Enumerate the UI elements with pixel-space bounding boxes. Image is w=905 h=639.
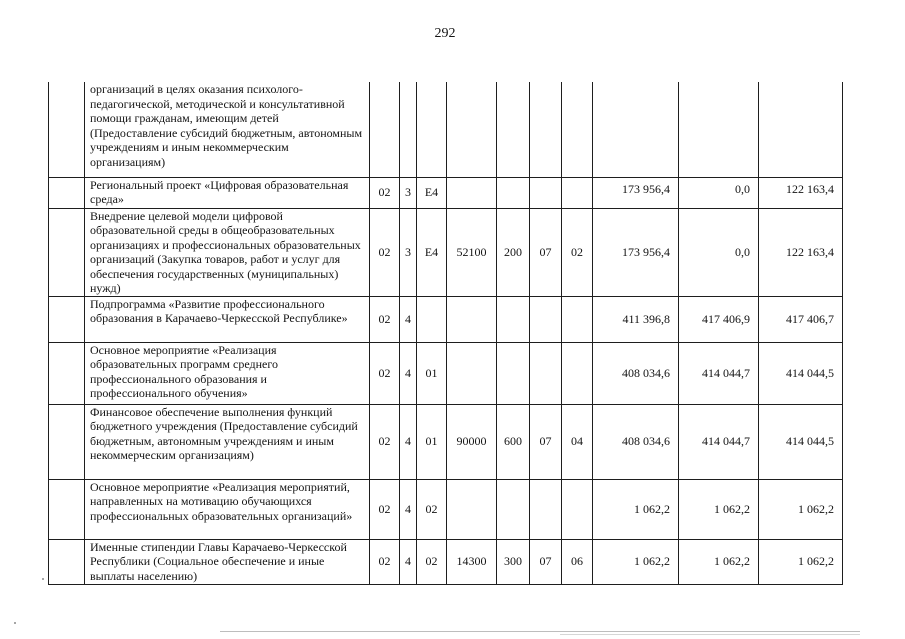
row-index-cell <box>49 177 85 208</box>
table-row <box>49 479 843 539</box>
row-name: Внедрение целевой модели цифровой образовательной среды в общеобразовательных организациях и профессиональных образовательных организаций (Закупка товаров, работ и услуг для обеспечения государственных (муниципальных) нужд) <box>85 208 370 296</box>
amount-year-2: 0,0 <box>679 177 759 208</box>
code-expense-type <box>497 82 530 177</box>
table-row <box>49 342 843 404</box>
code-expense-type <box>497 342 530 404</box>
code-subprogram: 4 <box>400 296 417 342</box>
amount-year-2 <box>679 82 759 177</box>
code-direction <box>447 82 497 177</box>
code-ministry: 02 <box>370 208 400 296</box>
code-subsection <box>562 342 593 404</box>
code-expense-type: 300 <box>497 539 530 584</box>
row-index-cell <box>49 539 85 584</box>
amount-year-3: 122 163,4 <box>759 177 843 208</box>
code-expense-type: 600 <box>497 404 530 479</box>
amount-year-2: 417 406,9 <box>679 296 759 342</box>
code-ministry: 02 <box>370 479 400 539</box>
code-event <box>417 296 447 342</box>
amount-year-1 <box>593 82 679 177</box>
code-section <box>530 177 562 208</box>
code-subsection <box>562 296 593 342</box>
code-subsection <box>562 177 593 208</box>
table-row <box>49 177 843 208</box>
code-expense-type: 200 <box>497 208 530 296</box>
amount-year-2: 1 062,2 <box>679 539 759 584</box>
code-expense-type <box>497 177 530 208</box>
amount-year-2: 414 044,7 <box>679 342 759 404</box>
code-subprogram: 4 <box>400 342 417 404</box>
row-index-cell <box>49 479 85 539</box>
table-row <box>49 404 843 479</box>
code-ministry: 02 <box>370 342 400 404</box>
code-section <box>530 479 562 539</box>
code-event <box>417 82 447 177</box>
code-direction <box>447 296 497 342</box>
code-direction <box>447 479 497 539</box>
table-row <box>49 296 843 342</box>
scan-artifact-line <box>560 634 860 635</box>
code-event: 01 <box>417 404 447 479</box>
code-section: 07 <box>530 539 562 584</box>
page-number: 292 <box>434 26 456 41</box>
code-direction: 90000 <box>447 404 497 479</box>
code-subprogram: 4 <box>400 539 417 584</box>
code-section <box>530 296 562 342</box>
budget-table-container <box>48 82 842 585</box>
scan-artifact-line <box>220 631 860 632</box>
row-name: Региональный проект «Цифровая образовательная среда» <box>85 177 370 208</box>
code-subsection: 02 <box>562 208 593 296</box>
code-expense-type <box>497 296 530 342</box>
amount-year-1: 173 956,4 <box>593 208 679 296</box>
amount-year-1: 408 034,6 <box>593 404 679 479</box>
row-index-cell <box>49 208 85 296</box>
code-subprogram: 4 <box>400 404 417 479</box>
code-section <box>530 82 562 177</box>
code-direction: 14300 <box>447 539 497 584</box>
amount-year-1: 411 396,8 <box>593 296 679 342</box>
code-ministry <box>370 82 400 177</box>
code-direction: 52100 <box>447 208 497 296</box>
amount-year-1: 173 956,4 <box>593 177 679 208</box>
code-section: 07 <box>530 208 562 296</box>
code-event: Е4 <box>417 177 447 208</box>
code-subprogram: 3 <box>400 177 417 208</box>
amount-year-1: 408 034,6 <box>593 342 679 404</box>
amount-year-3: 122 163,4 <box>759 208 843 296</box>
code-subsection <box>562 479 593 539</box>
scan-artifact-dot <box>14 622 16 624</box>
amount-year-1: 1 062,2 <box>593 479 679 539</box>
scan-artifact-dot <box>42 578 44 580</box>
row-name: Финансовое обеспечение выполнения функций бюджетного учреждения (Предоставление субсидий бюджетным, автономным учреждениям и иным некоммерческим организациям) <box>85 404 370 479</box>
code-ministry: 02 <box>370 296 400 342</box>
code-ministry: 02 <box>370 177 400 208</box>
row-name: организаций в целях оказания психолого-педагогической, методической и консультативной помощи гражданам, имеющим детей (Предоставление субсидий бюджетным, автономным учреждениям и иным некоммерческим организациям) <box>85 82 370 177</box>
row-index-cell <box>49 296 85 342</box>
code-section <box>530 342 562 404</box>
code-event: 02 <box>417 479 447 539</box>
amount-year-2: 1 062,2 <box>679 479 759 539</box>
row-index-cell <box>49 342 85 404</box>
amount-year-3 <box>759 82 843 177</box>
row-index-cell <box>49 404 85 479</box>
amount-year-3: 417 406,7 <box>759 296 843 342</box>
amount-year-1: 1 062,2 <box>593 539 679 584</box>
row-name: Подпрограмма «Развитие профессионального образования в Карачаево-Черкесской Республике» <box>85 296 370 342</box>
code-subsection <box>562 82 593 177</box>
amount-year-2: 414 044,7 <box>679 404 759 479</box>
code-subprogram <box>400 82 417 177</box>
code-subsection: 06 <box>562 539 593 584</box>
table-row <box>49 539 843 584</box>
code-direction <box>447 342 497 404</box>
code-event: Е4 <box>417 208 447 296</box>
amount-year-3: 1 062,2 <box>759 479 843 539</box>
amount-year-3: 414 044,5 <box>759 342 843 404</box>
code-subprogram: 3 <box>400 208 417 296</box>
code-event: 01 <box>417 342 447 404</box>
amount-year-3: 1 062,2 <box>759 539 843 584</box>
code-direction <box>447 177 497 208</box>
code-subprogram: 4 <box>400 479 417 539</box>
code-ministry: 02 <box>370 539 400 584</box>
code-ministry: 02 <box>370 404 400 479</box>
budget-table <box>48 82 843 585</box>
amount-year-3: 414 044,5 <box>759 404 843 479</box>
code-expense-type <box>497 479 530 539</box>
row-name: Основное мероприятие «Реализация образовательных программ среднего профессионального образования и профессионального обучения» <box>85 342 370 404</box>
amount-year-2: 0,0 <box>679 208 759 296</box>
code-event: 02 <box>417 539 447 584</box>
code-section: 07 <box>530 404 562 479</box>
table-row <box>49 82 843 177</box>
row-name: Именные стипендии Главы Карачаево-Черкесской Республики (Социальное обеспечение и иные выплаты населению) <box>85 539 370 584</box>
table-row <box>49 208 843 296</box>
row-index-cell <box>49 82 85 177</box>
code-subsection: 04 <box>562 404 593 479</box>
row-name: Основное мероприятие «Реализация мероприятий, направленных на мотивацию обучающихся профессиональных образовательных организаций» <box>85 479 370 539</box>
